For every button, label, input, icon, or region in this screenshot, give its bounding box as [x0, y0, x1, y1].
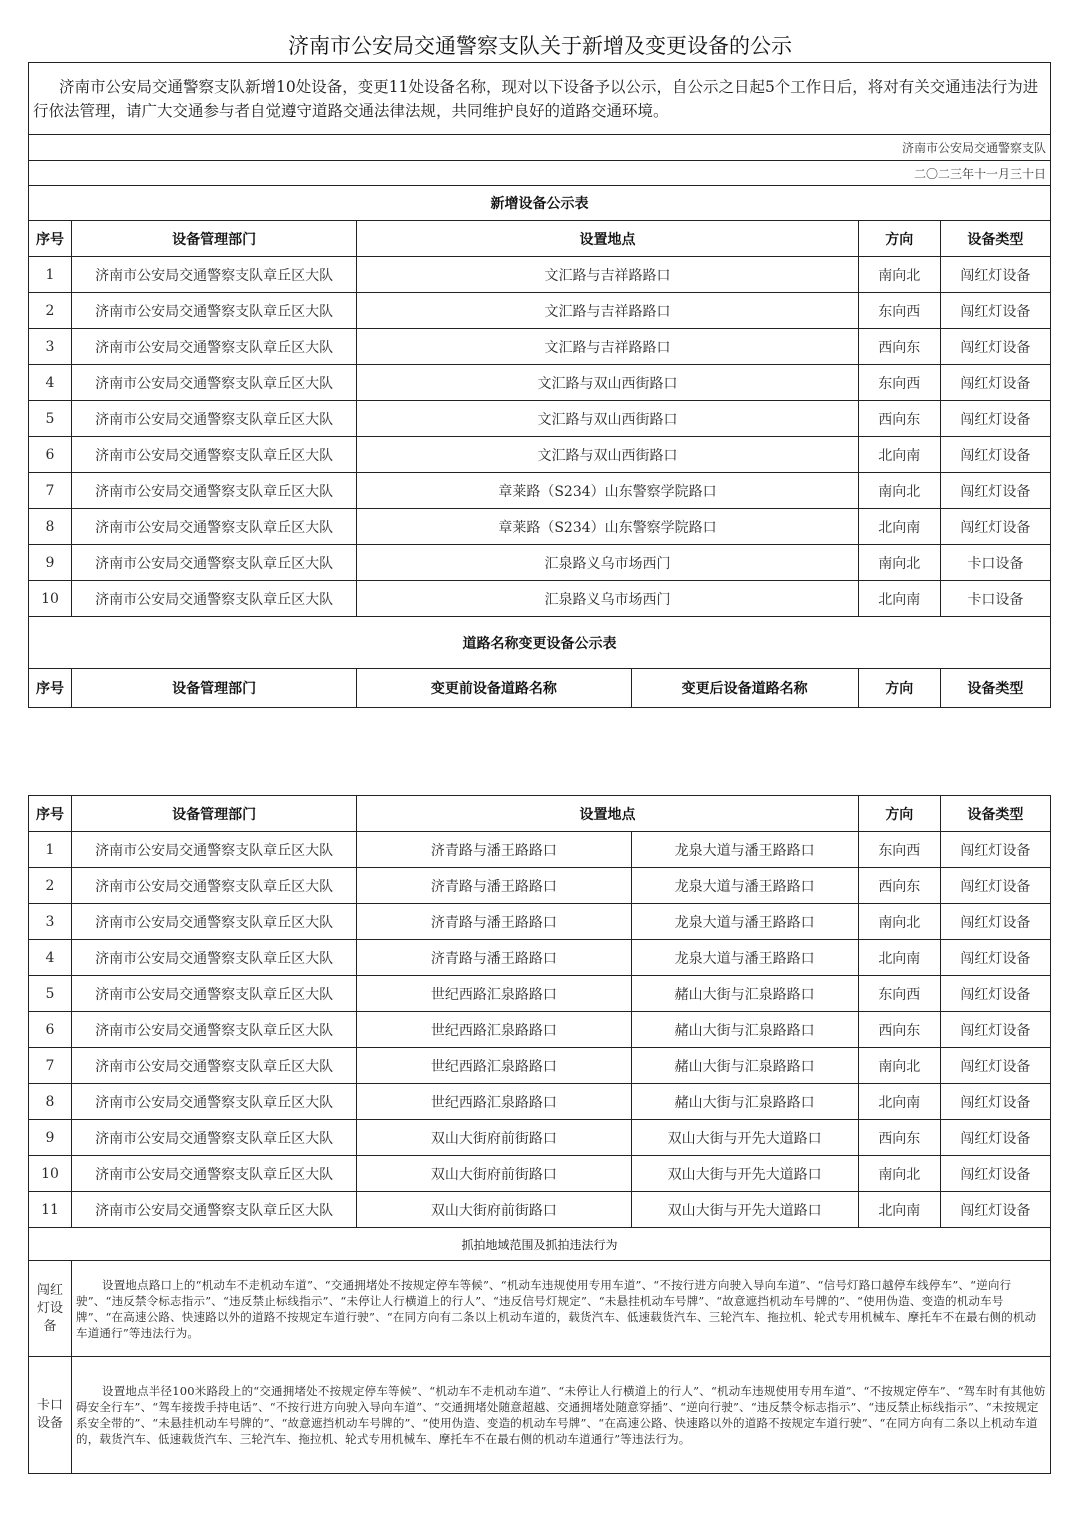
- row-new-road-name: 赭山大街与汇泉路路口: [631, 1012, 858, 1048]
- row-department: 济南市公安局交通警察支队章丘区大队: [72, 904, 357, 940]
- rename-devices-title: 道路名称变更设备公示表: [29, 617, 1051, 669]
- row-old-road-name: 济青路与潘王路路口: [357, 832, 631, 868]
- table-row: [29, 329, 1051, 365]
- table-row: [29, 1012, 1051, 1048]
- row-old-road-name: 济青路与潘王路路口: [357, 868, 631, 904]
- row-department: 济南市公安局交通警察支队章丘区大队: [72, 1120, 357, 1156]
- row-department: 济南市公安局交通警察支队章丘区大队: [72, 1192, 357, 1228]
- col-header-no: 序号: [29, 221, 72, 257]
- row-number: 2: [29, 293, 72, 329]
- row-number: 4: [29, 365, 72, 401]
- row-number: 5: [29, 401, 72, 437]
- col-header-direction: 方向: [858, 796, 940, 832]
- row-device-type: 闯红灯设备: [940, 1012, 1050, 1048]
- row-new-road-name: 赭山大街与汇泉路路口: [631, 1048, 858, 1084]
- row-direction: 西向东: [858, 1120, 940, 1156]
- row-old-road-name: 世纪西路汇泉路路口: [357, 1084, 631, 1120]
- table-row: [29, 437, 1051, 473]
- row-number: 8: [29, 1084, 72, 1120]
- issuer: 济南市公安局交通警察支队: [29, 135, 1051, 161]
- row-direction: 南向北: [858, 1156, 940, 1192]
- row-direction: 东向西: [858, 293, 940, 329]
- col-header-location: 设置地点: [357, 221, 858, 257]
- intro-text: 济南市公安局交通警察支队新增10处设备，变更11处设备名称，现对以下设备予以公示，自公示之日起5个工作日后，将对有关交通违法行为进行依法管理，请广大交通参与者自觉遵守道路交通法律法规，共同维护良好的道路交通环境。: [29, 63, 1051, 135]
- row-location: 章莱路（S234）山东警察学院路口: [357, 473, 858, 509]
- row-number: 11: [29, 1192, 72, 1228]
- row-direction: 北向南: [858, 509, 940, 545]
- row-department: 济南市公安局交通警察支队章丘区大队: [72, 1156, 357, 1192]
- table-row: [29, 545, 1051, 581]
- row-location: 文汇路与双山西街路口: [357, 437, 858, 473]
- renamed-devices-header: [29, 796, 1051, 832]
- row-device-type: 闯红灯设备: [940, 832, 1050, 868]
- table-row: [29, 1156, 1051, 1192]
- row-department: 济南市公安局交通警察支队章丘区大队: [72, 329, 357, 365]
- row-direction: 西向东: [858, 329, 940, 365]
- row-device-type: 卡口设备: [940, 581, 1050, 617]
- row-new-road-name: 龙泉大道与潘王路路口: [631, 868, 858, 904]
- table-row: [29, 293, 1051, 329]
- row-old-road-name: 双山大街府前街路口: [357, 1120, 631, 1156]
- row-department: 济南市公安局交通警察支队章丘区大队: [72, 545, 357, 581]
- table-row: [29, 832, 1051, 868]
- row-device-type: 闯红灯设备: [940, 1120, 1050, 1156]
- row-department: 济南市公安局交通警察支队章丘区大队: [72, 581, 357, 617]
- row-old-road-name: 双山大街府前街路口: [357, 1192, 631, 1228]
- row-direction: 西向东: [858, 1012, 940, 1048]
- new-devices-title: 新增设备公示表: [29, 186, 1051, 221]
- row-location: 汇泉路义乌市场西门: [357, 581, 858, 617]
- row-direction: 北向南: [858, 940, 940, 976]
- row-location: 汇泉路义乌市场西门: [357, 545, 858, 581]
- row-direction: 东向西: [858, 832, 940, 868]
- row-direction: 北向南: [858, 437, 940, 473]
- rename-devices-header: [29, 669, 1051, 708]
- row-department: 济南市公安局交通警察支队章丘区大队: [72, 509, 357, 545]
- row-number: 8: [29, 509, 72, 545]
- row-device-type: 闯红灯设备: [940, 401, 1050, 437]
- table-row: [29, 509, 1051, 545]
- row-direction: 北向南: [858, 1192, 940, 1228]
- row-device-type: 闯红灯设备: [940, 940, 1050, 976]
- row-location: 文汇路与吉祥路路口: [357, 329, 858, 365]
- col-header-dept: 设备管理部门: [72, 669, 357, 708]
- row-location: 文汇路与吉祥路路口: [357, 293, 858, 329]
- row-device-type: 闯红灯设备: [940, 473, 1050, 509]
- red-light-label: 闯红灯设备: [29, 1261, 72, 1357]
- row-location: 文汇路与吉祥路路口: [357, 257, 858, 293]
- row-department: 济南市公安局交通警察支队章丘区大队: [72, 293, 357, 329]
- row-number: 1: [29, 257, 72, 293]
- row-number: 7: [29, 1048, 72, 1084]
- row-location: 章莱路（S234）山东警察学院路口: [357, 509, 858, 545]
- table-row: [29, 1084, 1051, 1120]
- row-new-road-name: 龙泉大道与潘王路路口: [631, 940, 858, 976]
- row-device-type: 闯红灯设备: [940, 509, 1050, 545]
- col-header-after: 变更后设备道路名称: [631, 669, 858, 708]
- row-number: 3: [29, 329, 72, 365]
- row-department: 济南市公安局交通警察支队章丘区大队: [72, 1048, 357, 1084]
- row-location: 文汇路与双山西街路口: [357, 401, 858, 437]
- row-department: 济南市公安局交通警察支队章丘区大队: [72, 1084, 357, 1120]
- row-direction: 南向北: [858, 257, 940, 293]
- table-row: [29, 581, 1051, 617]
- row-location: 文汇路与双山西街路口: [357, 365, 858, 401]
- row-device-type: 闯红灯设备: [940, 293, 1050, 329]
- table-row: [29, 976, 1051, 1012]
- row-number: 10: [29, 1156, 72, 1192]
- table-row: [29, 401, 1051, 437]
- table-row: [29, 940, 1051, 976]
- table-row: [29, 257, 1051, 293]
- row-new-road-name: 龙泉大道与潘王路路口: [631, 832, 858, 868]
- row-new-road-name: 双山大街与开先大道路口: [631, 1156, 858, 1192]
- col-header-location: 设置地点: [357, 796, 858, 832]
- row-direction: 南向北: [858, 904, 940, 940]
- row-device-type: 闯红灯设备: [940, 868, 1050, 904]
- row-number: 6: [29, 437, 72, 473]
- issue-date: 二〇二三年十一月三十日: [29, 161, 1051, 186]
- row-direction: 南向北: [858, 473, 940, 509]
- col-header-type: 设备类型: [940, 221, 1050, 257]
- row-number: 2: [29, 868, 72, 904]
- row-new-road-name: 赭山大街与汇泉路路口: [631, 1084, 858, 1120]
- table-row: [29, 1048, 1051, 1084]
- row-direction: 东向西: [858, 976, 940, 1012]
- row-direction: 西向东: [858, 868, 940, 904]
- row-direction: 西向东: [858, 401, 940, 437]
- red-light-description: 设置地点路口上的“机动车不走机动车道”、“交通拥堵处不按规定停车等候”、“机动车违规使用专用车道”、“不按行进方向驶入导向车道”、“信号灯路口越停车线停车”、“逆向行驶”、“违反禁令标志指示”、“违反禁止标线指示”、“未停让人行横道上的行人”、“违反信号灯规定”、“未悬挂机动车号牌”、“故意遮挡机动车号牌的”、“使用伪造、变造的机动车号牌”、“在高速公路、快速路以外的道路不按规定车道行驶”、“在同方向有二条以上机动车道的，载货汽车、低速载货汽车、三轮汽车、拖拉机、轮式专用机械车、摩托车不在最右侧的机动车道通行”等违法行为。: [72, 1261, 1051, 1357]
- row-department: 济南市公安局交通警察支队章丘区大队: [72, 1012, 357, 1048]
- checkpoint-label: 卡口设备: [29, 1357, 72, 1474]
- row-device-type: 闯红灯设备: [940, 1156, 1050, 1192]
- row-department: 济南市公安局交通警察支队章丘区大队: [72, 257, 357, 293]
- row-device-type: 闯红灯设备: [940, 904, 1050, 940]
- row-number: 5: [29, 976, 72, 1012]
- row-number: 7: [29, 473, 72, 509]
- row-department: 济南市公安局交通警察支队章丘区大队: [72, 473, 357, 509]
- row-device-type: 闯红灯设备: [940, 1048, 1050, 1084]
- row-device-type: 闯红灯设备: [940, 257, 1050, 293]
- row-old-road-name: 济青路与潘王路路口: [357, 940, 631, 976]
- row-old-road-name: 世纪西路汇泉路路口: [357, 1012, 631, 1048]
- row-number: 6: [29, 1012, 72, 1048]
- row-device-type: 闯红灯设备: [940, 1192, 1050, 1228]
- row-direction: 北向南: [858, 581, 940, 617]
- row-device-type: 闯红灯设备: [940, 1084, 1050, 1120]
- table-row: [29, 868, 1051, 904]
- page-title: 济南市公安局交通警察支队关于新增及变更设备的公示: [288, 34, 792, 58]
- row-old-road-name: 济青路与潘王路路口: [357, 904, 631, 940]
- row-number: 1: [29, 832, 72, 868]
- row-direction: 北向南: [858, 1084, 940, 1120]
- row-new-road-name: 双山大街与开先大道路口: [631, 1192, 858, 1228]
- col-header-type: 设备类型: [940, 796, 1050, 832]
- col-header-no: 序号: [29, 796, 72, 832]
- row-device-type: 闯红灯设备: [940, 976, 1050, 1012]
- row-number: 9: [29, 545, 72, 581]
- row-old-road-name: 世纪西路汇泉路路口: [357, 976, 631, 1012]
- row-direction: 东向西: [858, 365, 940, 401]
- new-devices-header: [29, 221, 1051, 257]
- row-department: 济南市公安局交通警察支队章丘区大队: [72, 940, 357, 976]
- table-row: [29, 1120, 1051, 1156]
- table-row: [29, 1192, 1051, 1228]
- row-direction: 南向北: [858, 1048, 940, 1084]
- new-devices-table: [28, 62, 1051, 708]
- row-department: 济南市公安局交通警察支队章丘区大队: [72, 365, 357, 401]
- row-department: 济南市公安局交通警察支队章丘区大队: [72, 976, 357, 1012]
- row-device-type: 闯红灯设备: [940, 365, 1050, 401]
- row-device-type: 闯红灯设备: [940, 329, 1050, 365]
- row-department: 济南市公安局交通警察支队章丘区大队: [72, 868, 357, 904]
- row-department: 济南市公安局交通警察支队章丘区大队: [72, 437, 357, 473]
- table-row: [29, 904, 1051, 940]
- col-header-direction: 方向: [858, 669, 940, 708]
- table-row: [29, 365, 1051, 401]
- scope-title: 抓拍地域范围及抓拍违法行为: [29, 1228, 1051, 1261]
- renamed-devices-table: [28, 795, 1051, 1474]
- col-header-dept: 设备管理部门: [72, 221, 357, 257]
- row-device-type: 闯红灯设备: [940, 437, 1050, 473]
- row-number: 9: [29, 1120, 72, 1156]
- row-number: 3: [29, 904, 72, 940]
- col-header-type: 设备类型: [940, 669, 1050, 708]
- checkpoint-description: 设置地点半径100米路段上的“交通拥堵处不按规定停车等候”、“机动车不走机动车道”、“未停让人行横道上的行人”、“机动车违规使用专用车道”、“不按规定停车”、“驾车时有其他妨碍安全行车”、“驾车接拨手持电话”、“不按行进方向驶入导向车道”、“交通拥堵处随意超越、交通拥堵处随意穿插”、“逆向行驶”、“违反禁令标志指示”、“违反禁止标线指示”、“未按规定系安全带的”、“未悬挂机动车号牌的”、“故意遮挡机动车号牌的”、“使用伪造、变造的机动车号牌”、“在高速公路、快速路以外的道路不按规定车道行驶”、“在同方向有二条以上机动车道的，载货汽车、低速载货汽车、三轮汽车、拖拉机、轮式专用机械车、摩托车不在最右侧的机动车道通行”等违法行为。: [72, 1357, 1051, 1474]
- row-device-type: 卡口设备: [940, 545, 1050, 581]
- row-number: 4: [29, 940, 72, 976]
- col-header-dept: 设备管理部门: [72, 796, 357, 832]
- row-department: 济南市公安局交通警察支队章丘区大队: [72, 401, 357, 437]
- row-new-road-name: 赭山大街与汇泉路路口: [631, 976, 858, 1012]
- row-department: 济南市公安局交通警察支队章丘区大队: [72, 832, 357, 868]
- row-direction: 南向北: [858, 545, 940, 581]
- row-new-road-name: 双山大街与开先大道路口: [631, 1120, 858, 1156]
- row-number: 10: [29, 581, 72, 617]
- row-old-road-name: 世纪西路汇泉路路口: [357, 1048, 631, 1084]
- row-old-road-name: 双山大街府前街路口: [357, 1156, 631, 1192]
- col-header-no: 序号: [29, 669, 72, 708]
- col-header-direction: 方向: [858, 221, 940, 257]
- table-row: [29, 473, 1051, 509]
- row-new-road-name: 龙泉大道与潘王路路口: [631, 904, 858, 940]
- col-header-before: 变更前设备道路名称: [357, 669, 631, 708]
